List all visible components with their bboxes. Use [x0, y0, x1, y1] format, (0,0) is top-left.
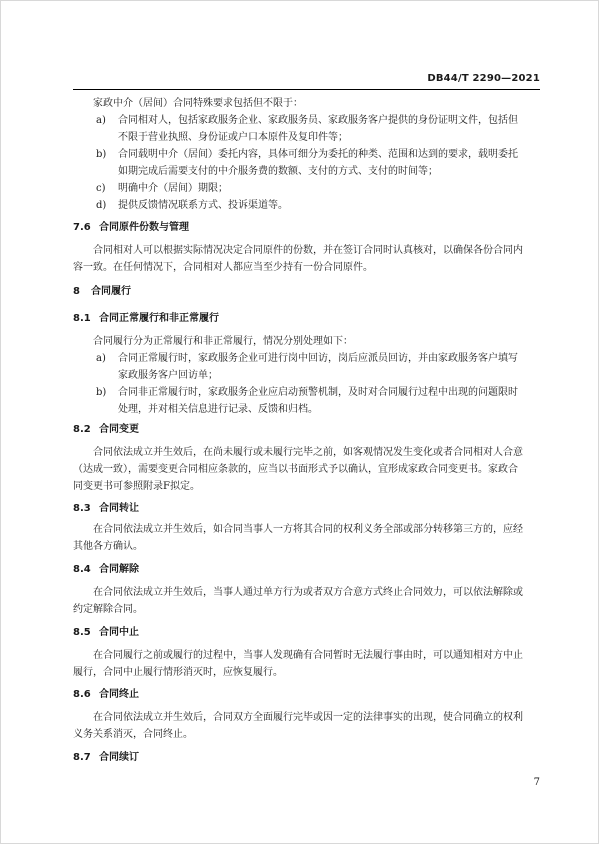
paragraph: 同变更书可参照附录F拟定。 — [73, 481, 200, 492]
section-title: 合同转让 — [99, 503, 139, 514]
paragraph: 履行，合同中止履行情形消灭时，应恢复履行。 — [73, 667, 283, 678]
chapter-number: 8 — [73, 286, 80, 297]
paragraph: 其他各方确认。 — [73, 541, 143, 552]
list-text: 处理，并对相关信息进行记录、反馈和归档。 — [118, 404, 318, 415]
paragraph: 在合同依法成立并生效后，合同双方全面履行完毕或因一定的法律事实的出现，使合同确立的权利 — [93, 712, 523, 723]
list-text: 家政服务客户回访单； — [118, 370, 218, 381]
list-label: a) — [96, 353, 106, 364]
list-text: 如期完成后需要支付的中介服务费的数额、支付的方式、支付的时间等； — [118, 166, 438, 177]
section-heading — [73, 562, 139, 578]
list-text: 明确中介（居间）期限； — [118, 183, 228, 194]
list-text: 合同载明中介（居间）委托内容，具体可细分为委托的种类、范围和达到的要求，载明委托 — [118, 149, 518, 160]
paragraph: 在合同依法成立并生效后，当事人通过单方行为或者双方合意方式终止合同效力，可以依法解除或 — [93, 587, 523, 598]
list-text: 合同相对人，包括家政服务企业、家政服务员、家政服务客户提供的身份证明文件，包括但 — [118, 115, 518, 126]
section-number: 7.6 — [73, 222, 91, 233]
list-label: b) — [96, 387, 107, 398]
list-text: 合同正常履行时，家政服务企业可进行岗中回访，岗后应派员回访，并由家政服务客户填写 — [118, 353, 518, 364]
section-heading — [73, 625, 139, 641]
section-number: 8.3 — [73, 503, 91, 514]
section-number: 8.5 — [73, 627, 91, 638]
chapter-heading — [73, 284, 131, 300]
paragraph: 合同相对人可以根据实际情况决定合同原件的份数，并在签订合同时认真核对，以确保各份合同内 — [93, 245, 523, 256]
section-heading — [73, 750, 139, 766]
list-label: a) — [96, 115, 106, 126]
paragraph: 合同履行分为正常履行和非正常履行，情况分别处理如下： — [93, 336, 353, 347]
section-number: 8.6 — [73, 689, 91, 700]
list-label: b) — [96, 149, 107, 160]
section-title: 合同续订 — [99, 752, 139, 763]
paragraph: 家政中介（居间）合同特殊要求包括但不限于： — [93, 98, 303, 109]
section-title: 合同中止 — [99, 627, 139, 638]
list-text: 不限于营业执照、身份证或户口本原件及复印件等； — [118, 132, 348, 143]
section-title: 合同变更 — [99, 424, 139, 435]
page-number: 7 — [533, 777, 540, 788]
list-label: d) — [96, 200, 107, 211]
section-number: 8.2 — [73, 424, 91, 435]
section-heading — [73, 501, 139, 517]
section-title: 合同终止 — [99, 689, 139, 700]
paragraph: 在合同履行之前或履行的过程中，当事人发现确有合同暂时无法履行事由时，可以通知相对方中止 — [93, 650, 523, 661]
section-heading — [73, 220, 189, 236]
paragraph: 在合同依法成立并生效后，如合同当事人一方将其合同的权利义务全部或部分转移第三方的，应经 — [93, 524, 523, 535]
list-label: c) — [96, 183, 106, 194]
section-title: 合同原件份数与管理 — [99, 222, 189, 233]
section-heading — [73, 687, 139, 703]
section-number: 8.4 — [73, 564, 91, 575]
paragraph: 约定解除合同。 — [73, 604, 143, 615]
chapter-title: 合同履行 — [91, 286, 131, 297]
list-text: 合同非正常履行时，家政服务企业应启动预警机制，及时对合同履行过程中出现的问题限时 — [118, 387, 518, 398]
section-title: 合同正常履行和非正常履行 — [99, 313, 219, 324]
list-text: 提供反馈情况联系方式、投诉渠道等。 — [118, 200, 288, 211]
paragraph: （达成一致），需要变更合同相应条款的，应当以书面形式予以确认，宜形成家政合同变更书。家政合 — [73, 464, 518, 475]
section-heading — [73, 311, 219, 327]
section-number: 8.1 — [73, 313, 91, 324]
document-code: DB44/T 2290—2021 — [427, 73, 540, 84]
paragraph: 容一致。在任何情况下，合同相对人都应当至少持有一份合同原件。 — [73, 262, 373, 273]
section-title: 合同解除 — [99, 564, 139, 575]
header-rule — [73, 89, 540, 90]
paragraph: 合同依法成立并生效后，在尚未履行或未履行完毕之前，如客观情况发生变化或者合同相对人合意 — [93, 447, 523, 458]
section-number: 8.7 — [73, 752, 91, 763]
paragraph: 义务关系消灭，合同终止。 — [73, 729, 193, 740]
section-heading — [73, 422, 139, 438]
